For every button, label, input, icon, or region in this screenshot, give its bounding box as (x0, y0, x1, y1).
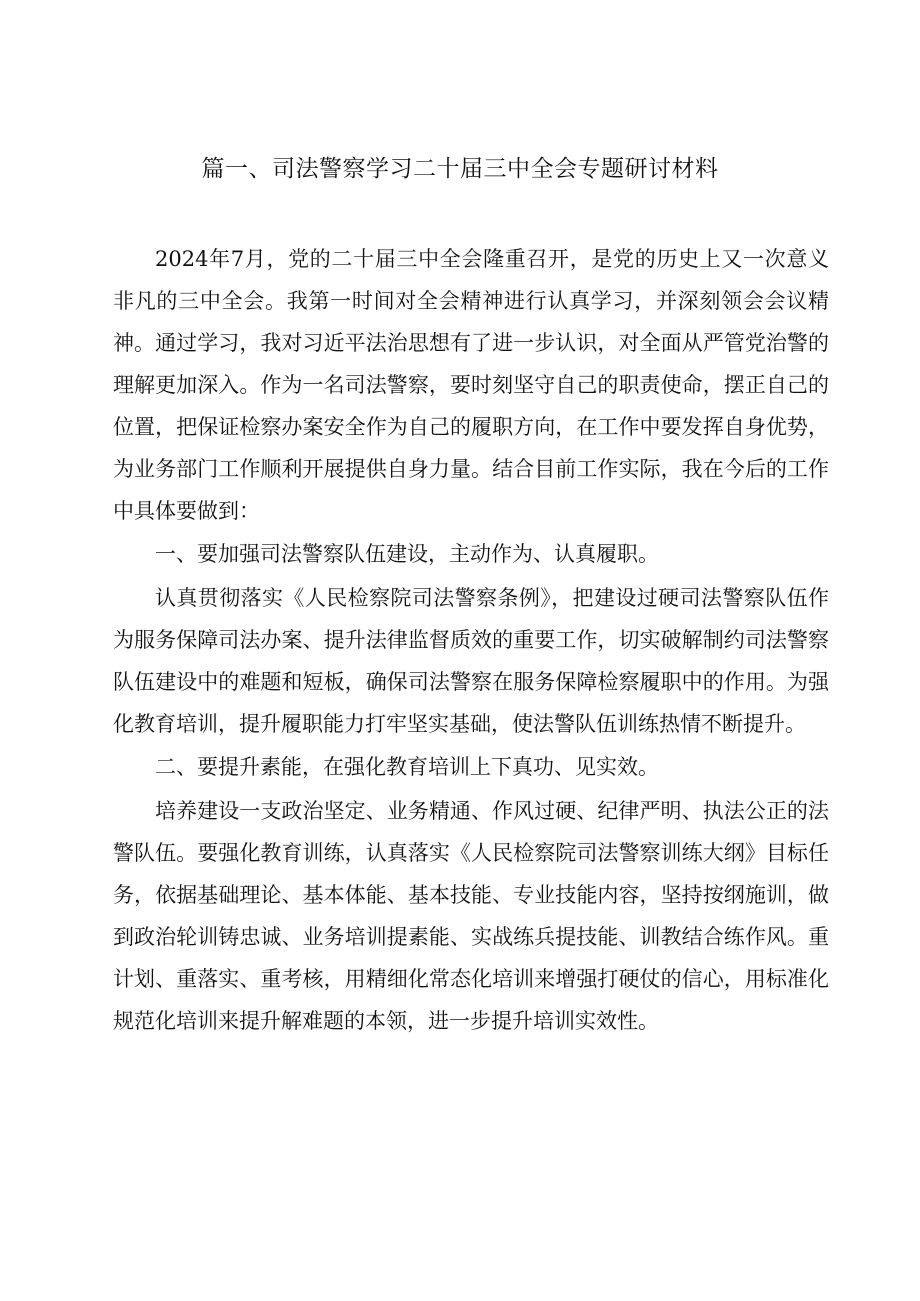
section-paragraph-1: 认真贯彻落实《人民检察院司法警察条例》，把建设过硬司法警察队伍作为服务保障司法办案、提升法律监督质效的重要工作，切实破解制约司法警察队伍建设中的难题和短板，确保司法警察在服务保障检察履职中的作用。为强化教育培训，提升履职能力打牢坚实基础，使法警队伍训练热情不断提升。 (113, 586, 829, 736)
section-heading-2: 二、要提升素能，在强化教育培训上下真功、见实效。 (155, 755, 659, 779)
document-title: 篇一、司法警察学习二十届三中全会专题研讨材料 (201, 156, 719, 182)
document-body (113, 238, 829, 1042)
intro-paragraph: 2024年7月，党的二十届三中全会隆重召开，是党的历史上又一次意义非凡的三中全会。我第一时间对全会精神进行认真学习，并深刻领会会议精神。通过学习，我对习近平法治思想有了进一步认识，对全面从严管党治警的理解更加深入。作为一名司法警察，要时刻坚守自己的职责使命，摆正自己的位置，把保证检察办案安全作为自己的履职方向，在工作中要发挥自身优势，为业务部门工作顺利开展提供自身力量。结合目前工作实际，我在今后的工作中具体要做到： (113, 247, 829, 523)
section-heading-1: 一、要加强司法警察队伍建设，主动作为、认真履职。 (155, 542, 659, 566)
section-paragraph-2: 培养建设一支政治坚定、业务精通、作风过硬、纪律严明、执法公正的法警队伍。要强化教育训练，认真落实《人民检察院司法警察训练大纲》目标任务，依据基础理论、基本体能、基本技能、专业技能内容，坚持按纲施训，做到政治轮训铸忠诚、业务培训提素能、实战练兵提技能、训教结合练作风。重计划、重落实、重考核，用精细化常态化培训来增强打硬仗的信心，用标准化规范化培训来提升解难题的本领，进一步提升培训实效性。 (113, 799, 829, 1033)
